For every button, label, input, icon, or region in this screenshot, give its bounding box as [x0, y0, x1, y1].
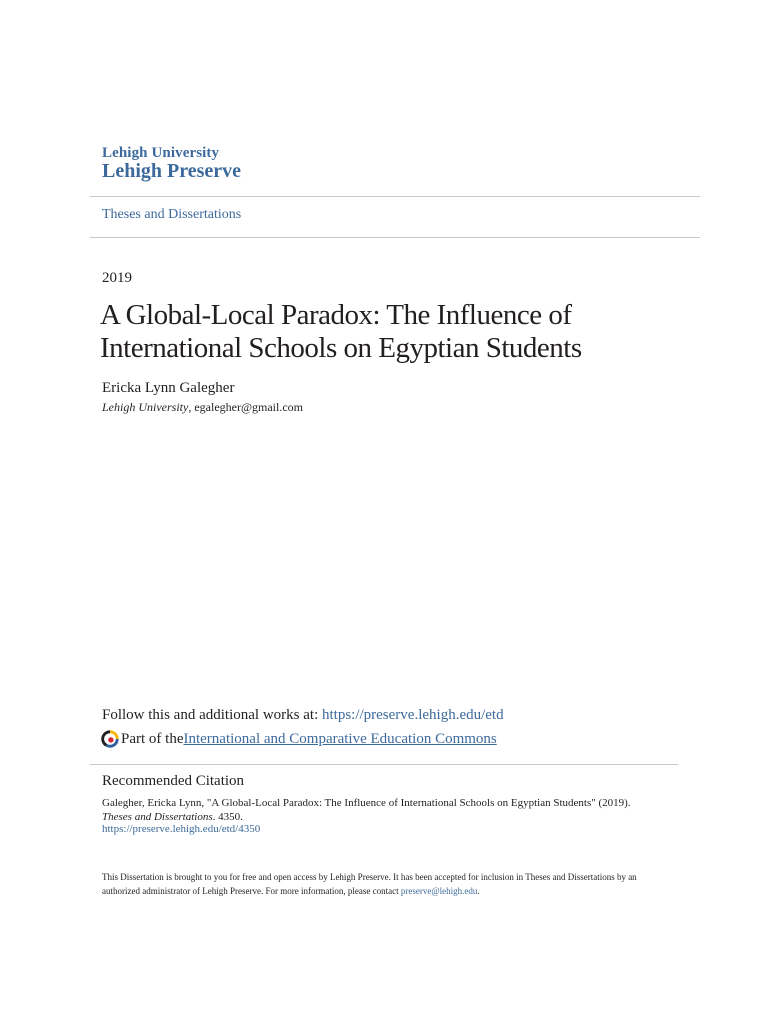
- document-title: [100, 299, 700, 365]
- citation-heading: Recommended Citation: [102, 773, 245, 789]
- follow-label: Follow this and additional works at:: [102, 707, 322, 723]
- citation-url-link[interactable]: https://preserve.lehigh.edu/etd/4350: [102, 823, 261, 835]
- access-statement-text: This Dissertation is brought to you for free and open access by Lehigh Preserve. It has been accepted for inclusion in Theses and Dissertations by an authorized administrator of Lehigh Preserve. For more information, please contact: [102, 872, 637, 896]
- citation-text: [102, 796, 662, 824]
- author-affiliation: [102, 400, 303, 415]
- commons-network-icon: [101, 730, 119, 748]
- header-divider-bottom: [90, 237, 700, 238]
- citation-series: Theses and Dissertations: [102, 811, 213, 823]
- title-line-1: A Global-Local Paradox: The Influence of: [100, 299, 572, 331]
- part-of-line: [102, 730, 497, 748]
- follow-line: [102, 707, 504, 724]
- citation-main: Galegher, Ericka Lynn, "A Global-Local Paradox: The Influence of International Schools on Egyptian Students" (2019).: [102, 797, 631, 809]
- contact-email-link[interactable]: preserve@lehigh.edu: [400, 886, 478, 896]
- author-name: Ericka Lynn Galegher: [102, 380, 235, 396]
- collection-link[interactable]: Theses and Dissertations: [102, 207, 242, 222]
- discipline-commons-link[interactable]: International and Comparative Education Commons: [183, 730, 497, 747]
- citation-number: . 4350.: [212, 811, 243, 823]
- access-statement-end: .: [477, 886, 480, 896]
- part-of-label: Part of the: [121, 730, 184, 747]
- publication-year: 2019: [102, 270, 132, 286]
- follow-url-link[interactable]: https://preserve.lehigh.edu/etd: [321, 707, 504, 723]
- author-email: , egalegher@gmail.com: [188, 400, 304, 414]
- repository-name[interactable]: Lehigh Preserve: [102, 160, 242, 182]
- university-name: Lehigh University: [102, 145, 220, 161]
- header-divider-top: [90, 196, 700, 197]
- access-statement: [102, 870, 662, 898]
- affiliation-name: Lehigh University: [102, 400, 189, 414]
- citation-divider: [90, 764, 678, 765]
- title-line-2: International Schools on Egyptian Students: [100, 332, 582, 364]
